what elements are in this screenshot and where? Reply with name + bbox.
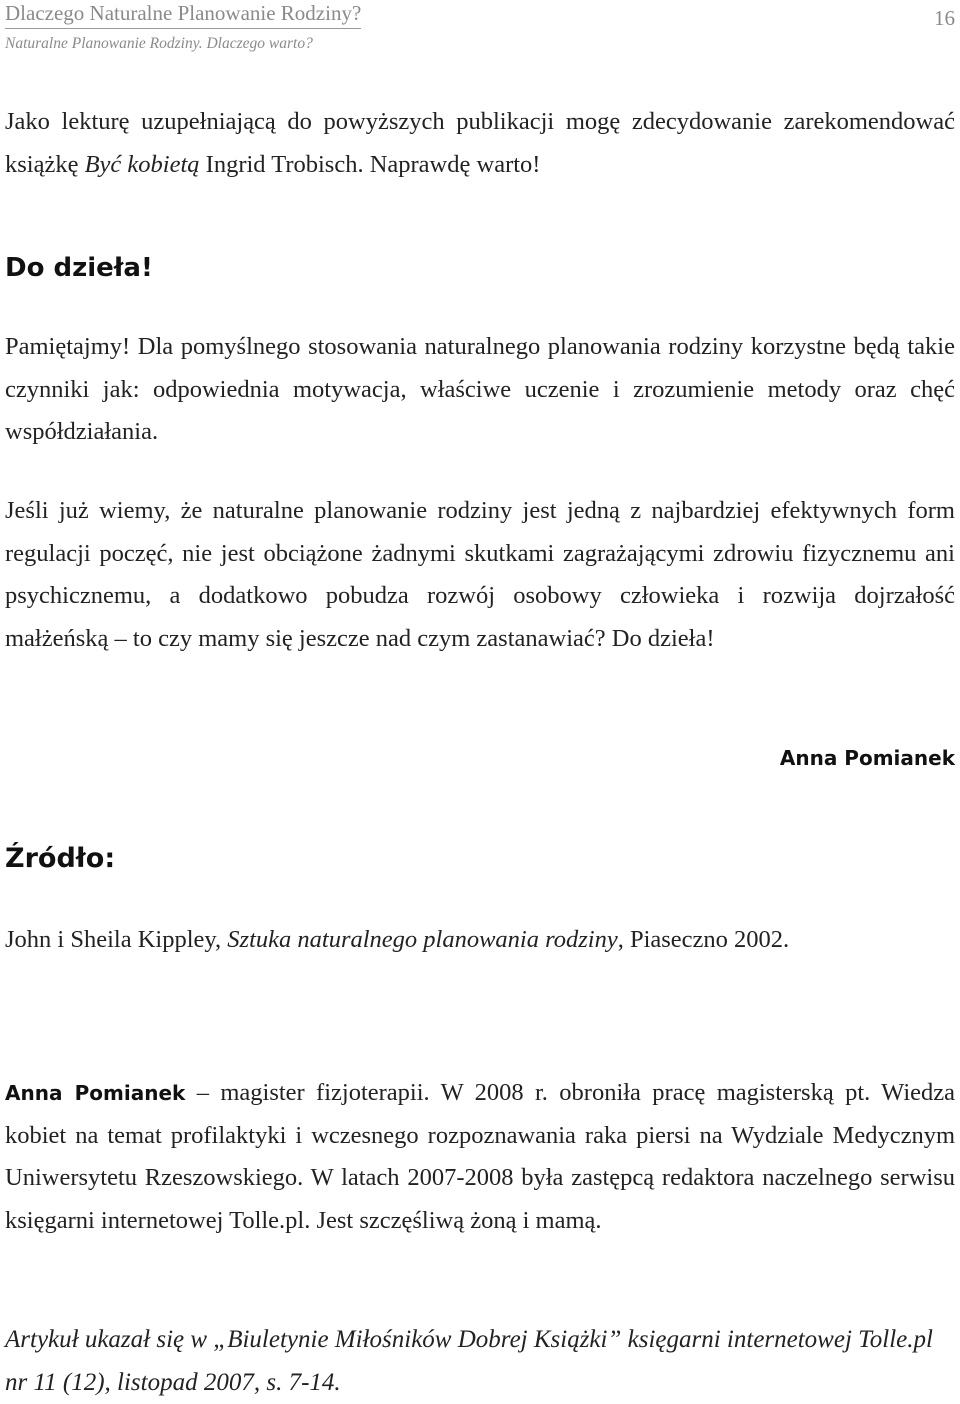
running-title: Dlaczego Naturalne Planowanie Rodziny? [5,1,361,29]
section-heading-container [5,253,955,283]
intro-text-before: Jako lekturę uzupełniającą do powyższych publikacji mogę zdecydowanie zarekomendować książkę [5,108,955,178]
source-publication: , Piaseczno 2002. [617,926,790,953]
source-title: Sztuka naturalnego planowania rodziny [227,926,618,953]
source-authors: John i Sheila Kippley, [5,926,228,953]
running-subtitle: Naturalne Planowanie Rodziny. Dlaczego warto? [5,35,313,52]
author-bio-name: Anna Pomianek [5,1081,186,1105]
paragraph-remember-container [5,326,955,454]
intro-paragraph [5,101,955,186]
source-citation [5,919,955,962]
publication-note-container [5,1319,955,1404]
book-title: Być kobietą [84,150,200,178]
source-heading: Źródło: [5,843,116,874]
publication-note: Artykuł ukazał się w „Biuletynie Miłośników Dobrej Książki” księgarni internetowej Tolle.pl nr 11 (12), listopad 2007, s. 7-14. [5,1326,933,1396]
paragraph-conclusion: Jeśli już wiemy, że naturalne planowanie rodziny jest jedną z najbardziej efektywnych form regulacji poczęć, nie jest obciążone żadnymi skutkami zagrażającymi zdrowiu fizycznemu ani psychicznemu, a dodatkowo pobudza rozwój osobowy człowieka i rozwija dojrzałość małżeńską – to czy mamy się jeszcze nad czym zastanawiać? Do dzieła! [5,497,955,652]
section-heading: Do dzieła! [5,253,153,283]
author-bio-text: – magister fizjoterapii. W 2008 r. obroniła pracę magisterską pt. Wiedza kobiet na temat profilaktyki i wczesnego rozpoznawania raka piersi na Wydziale Medycznym Uniwersytetu Rzeszowskiego. W latach 2007-2008 była zastępcą redaktora naczelnego serwisu księgarni internetowej Tolle.pl. Jest szczęśliwą żoną i mamą. [5,1079,955,1234]
author-bio [5,1072,955,1242]
paragraph-remember: Pamiętajmy! Dla pomyślnego stosowania naturalnego planowania rodziny korzystne będą takie czynniki jak: odpowiednia motywacja, właściwe uczenie i zrozumienie metody oraz chęć współdziałania. [5,333,955,445]
author-signature: Anna Pomianek [779,746,955,770]
page-number: 16 [934,6,955,30]
page-header [5,0,955,60]
paragraph-conclusion-container [5,490,955,660]
intro-text-after: Ingrid Trobisch. Naprawdę warto! [199,150,541,178]
source-heading-container [5,843,955,874]
